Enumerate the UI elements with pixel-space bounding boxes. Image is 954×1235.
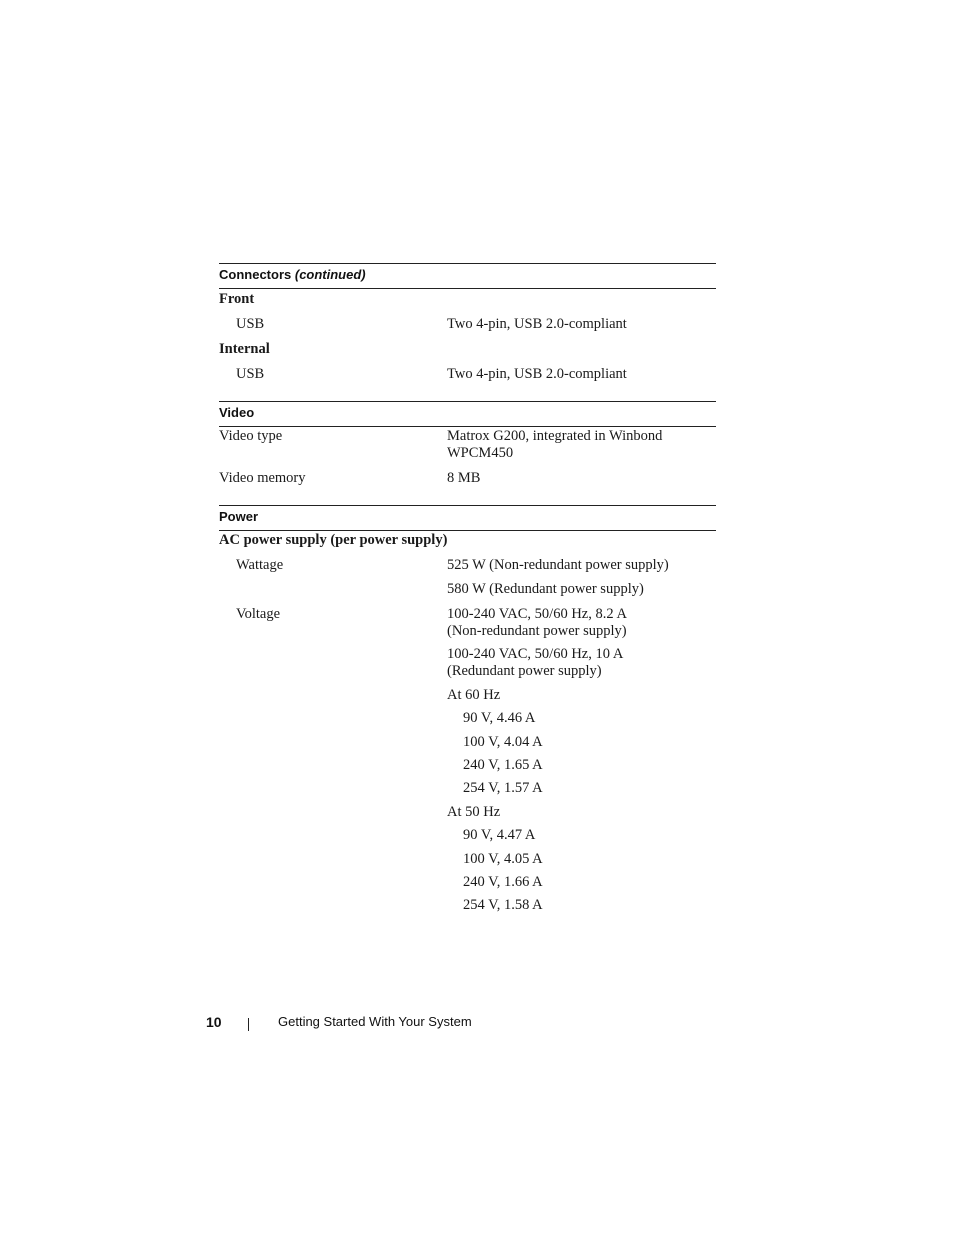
connectors-section-header (219, 263, 716, 289)
voltage-nonred-line2: (Non-redundant power supply) (447, 623, 627, 639)
internal-usb-label: USB (236, 366, 265, 382)
video-type-value-line1: Matrox G200, integrated in Winbond (447, 428, 663, 444)
at-50hz-value: 240 V, 1.66 A (463, 874, 543, 890)
voltage-label: Voltage (236, 606, 281, 622)
video-type-value-line2: WPCM450 (447, 445, 514, 461)
at-60hz-value: 240 V, 1.65 A (463, 757, 543, 773)
wattage-value: 580 W (Redundant power supply) (447, 581, 644, 597)
voltage-nonred-line1: 100-240 VAC, 50/60 Hz, 8.2 A (447, 606, 627, 622)
voltage-red-line1: 100-240 VAC, 50/60 Hz, 10 A (447, 646, 624, 662)
power-section-header (219, 505, 716, 531)
video-memory-value: 8 MB (447, 470, 481, 486)
ac-power-supply-label: AC power supply (per power supply) (219, 532, 448, 548)
power-heading: Power (219, 509, 259, 524)
video-type-label: Video type (219, 428, 283, 444)
at-60hz-value: 254 V, 1.57 A (463, 780, 543, 796)
front-usb-label: USB (236, 316, 265, 332)
internal-group-label: Internal (219, 341, 270, 357)
wattage-value: 525 W (Non-redundant power supply) (447, 557, 669, 573)
wattage-label: Wattage (236, 557, 284, 573)
at-50hz-value: 254 V, 1.58 A (463, 897, 543, 913)
connectors-heading: Connectors (continued) (219, 267, 366, 282)
front-group-label: Front (219, 291, 255, 307)
at-60hz-value: 90 V, 4.46 A (463, 710, 536, 726)
video-section-header (219, 401, 716, 427)
at-50hz-value: 90 V, 4.47 A (463, 827, 536, 843)
at-60hz-label: At 60 Hz (447, 687, 501, 703)
video-heading: Video (219, 405, 255, 420)
at-50hz-label: At 50 Hz (447, 804, 501, 820)
front-usb-value: Two 4-pin, USB 2.0-compliant (447, 316, 627, 332)
at-60hz-value: 100 V, 4.04 A (463, 734, 543, 750)
internal-usb-value: Two 4-pin, USB 2.0-compliant (447, 366, 627, 382)
footer-separator (248, 1018, 249, 1031)
footer-title: Getting Started With Your System (278, 1014, 472, 1029)
page-number: 10 (206, 1014, 222, 1030)
voltage-red-line2: (Redundant power supply) (447, 663, 602, 679)
at-50hz-value: 100 V, 4.05 A (463, 851, 543, 867)
video-memory-label: Video memory (219, 470, 306, 486)
